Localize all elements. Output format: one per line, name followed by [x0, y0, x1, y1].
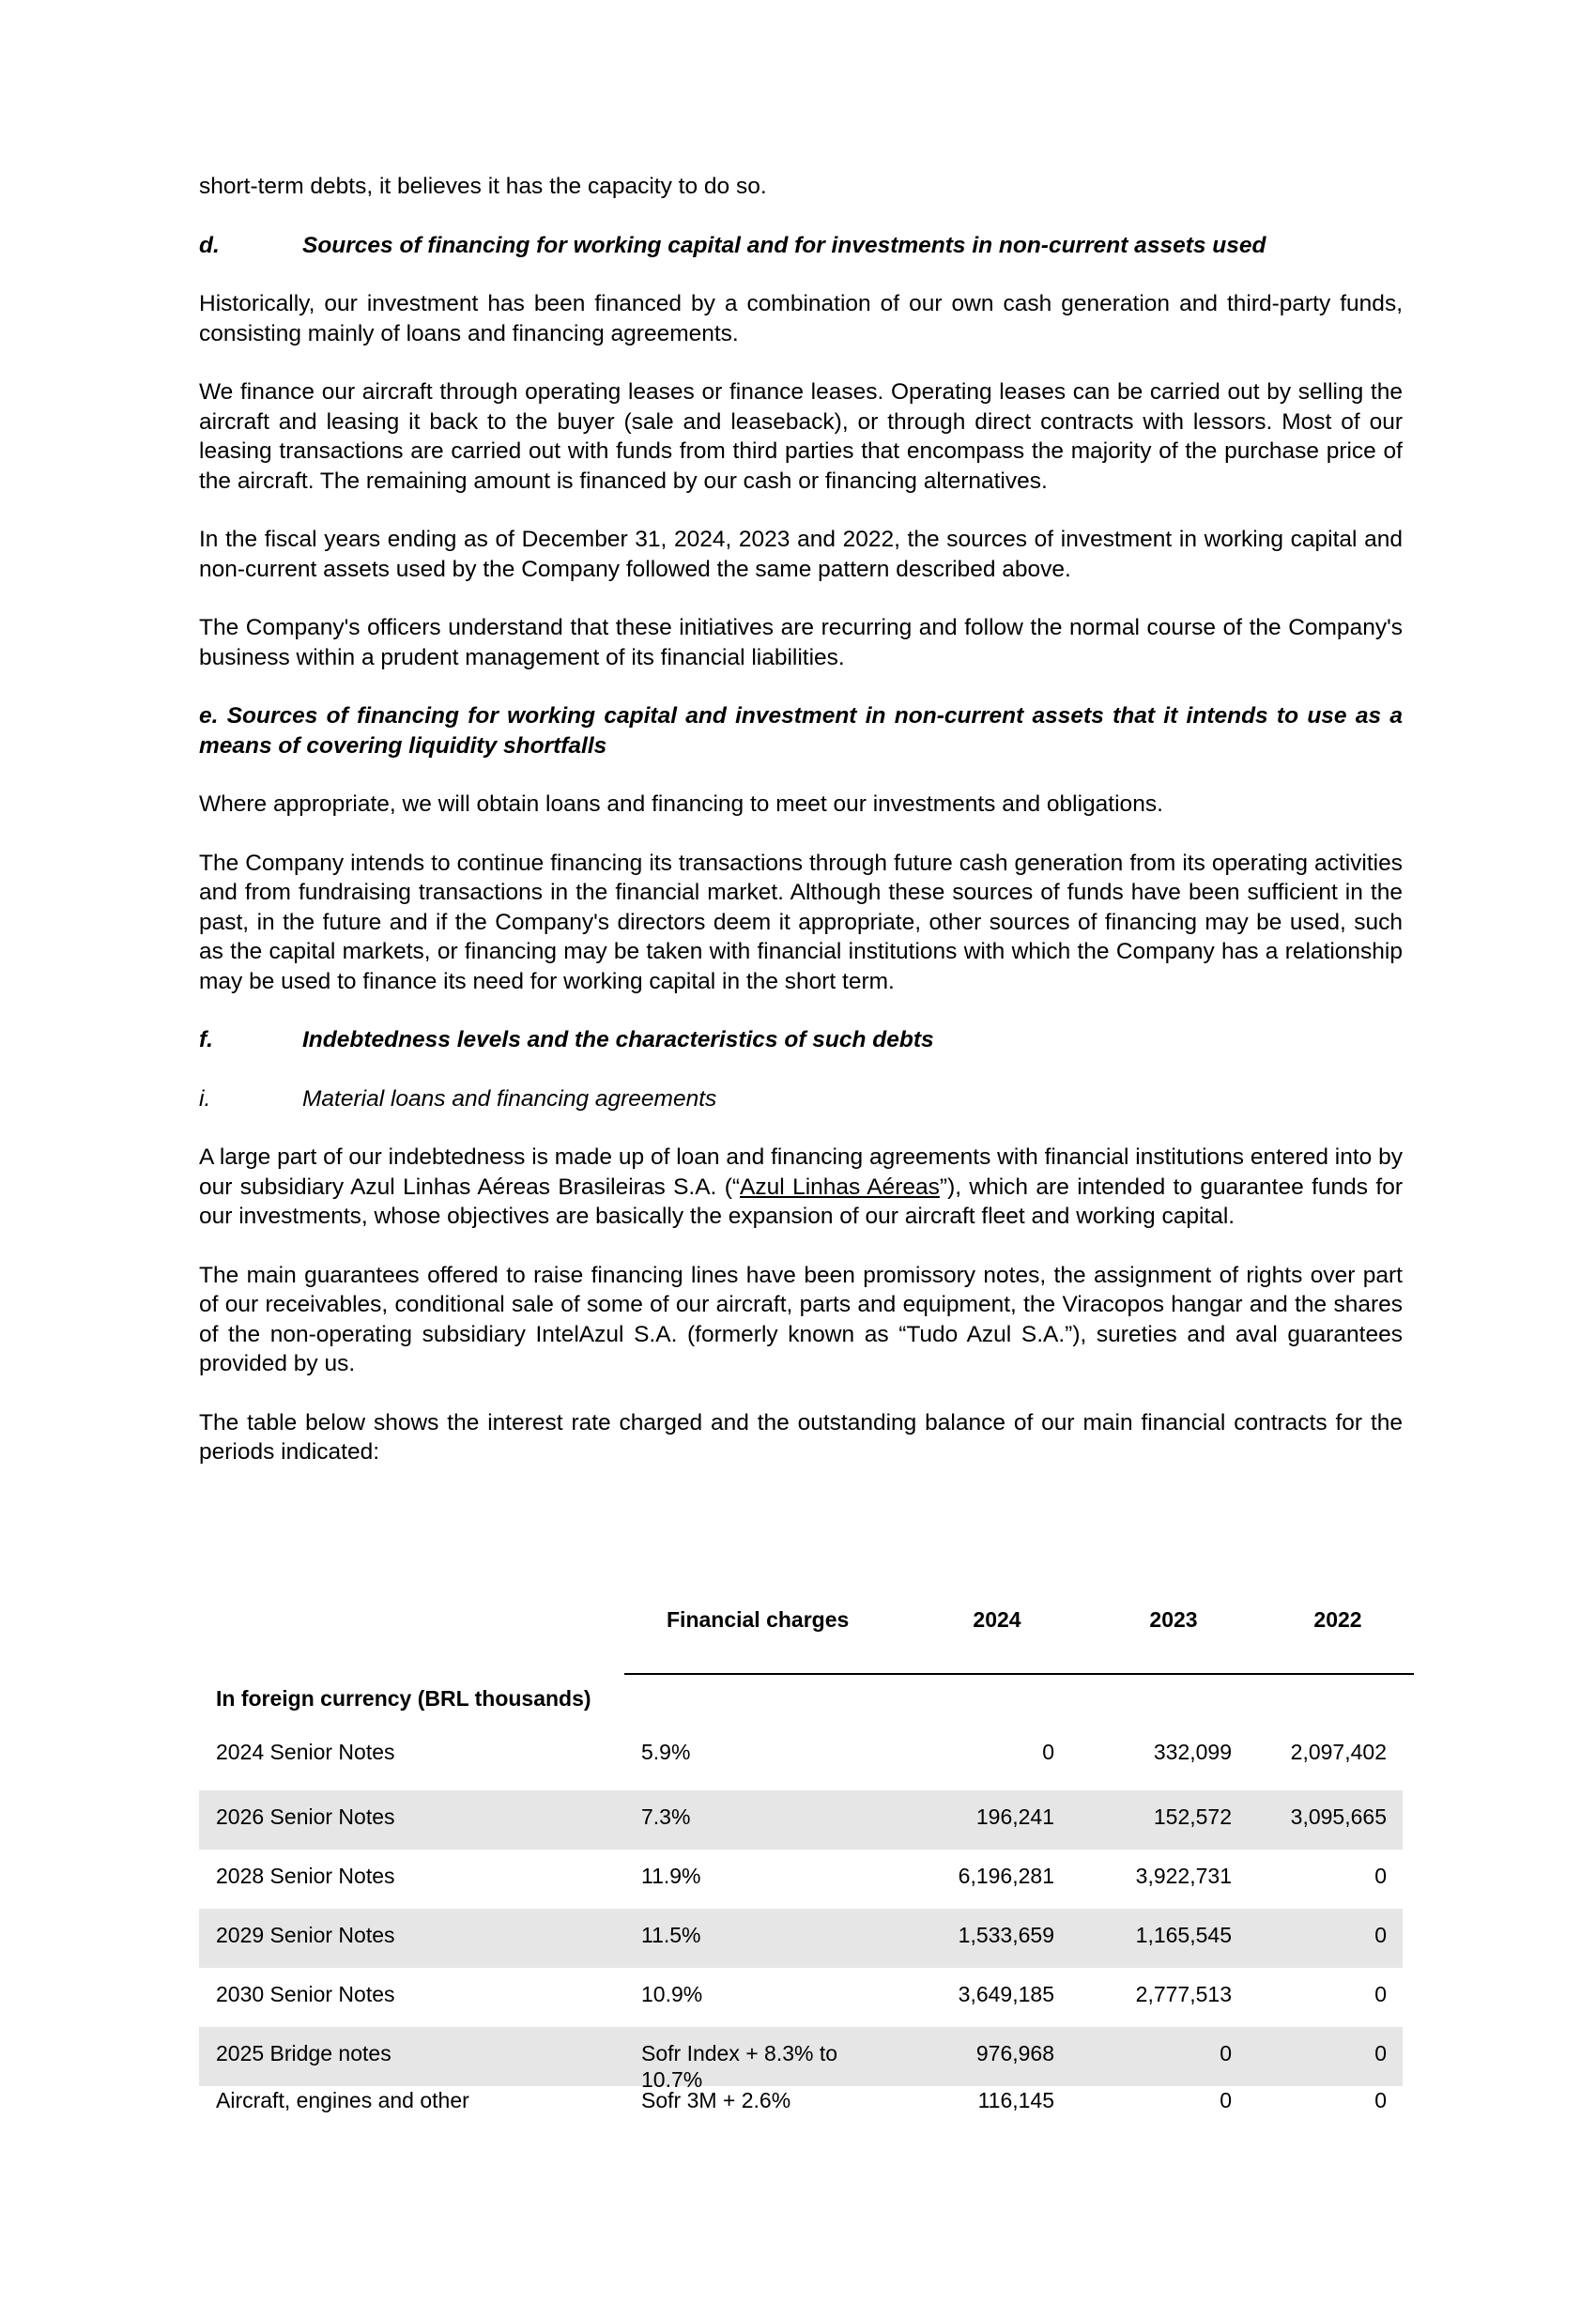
cell-2024: 1,533,659 — [958, 1923, 1054, 1947]
paragraph-e1: Where appropriate, we will obtain loans and financing to meet our investments and obligations. — [199, 791, 1163, 817]
cell-2023: 332,099 — [1153, 1740, 1232, 1764]
table-row — [199, 1850, 1403, 1909]
cell-contract-name: 2024 Senior Notes — [216, 1740, 395, 1764]
section-d-heading — [199, 231, 1403, 261]
azul-linhas-aereas-link[interactable]: Azul Linhas Aéreas — [740, 1174, 940, 1200]
cell-financial-charges: 5.9% — [641, 1740, 691, 1764]
table-body — [199, 1731, 1403, 2133]
section-f-title: Indebtedness levels and the characteristics of such debts — [302, 1027, 934, 1052]
cell-2022: 0 — [1374, 2041, 1387, 2065]
paragraph-e2: The Company intends to continue financing its transactions through future cash generation from its operating activities and from fundraising transactions in the financial market. Although these sources of funds have been sufficient in the past, in the future and if the Company's directors deem it appropriate, other sources of financing may be used, such as the capital markets, or financing may be taken with financial institutions with which the Company has a relationship may be used to finance its need for working capital in the short term. — [199, 850, 1403, 994]
table-row — [199, 1790, 1403, 1850]
subsection-i-title: Material loans and financing agreements — [302, 1085, 717, 1112]
cell-financial-charges: 7.3% — [641, 1804, 691, 1829]
cell-2024: 0 — [1042, 1740, 1054, 1764]
section-d-title: Sources of financing for working capital and for investments in non-current assets used — [302, 232, 1266, 258]
header-2024: 2024 — [973, 1607, 1021, 1632]
cell-2023: 3,922,731 — [1135, 1864, 1232, 1888]
cell-financial-charges: 10.9% — [641, 1982, 703, 2006]
paragraph-f1 — [199, 1143, 1403, 1232]
cell-2022: 0 — [1374, 1982, 1387, 2006]
paragraph-d3: In the fiscal years ending as of December 31, 2024, 2023 and 2022, the sources of investment in working capital and non-current assets used by the Company followed the same pattern described above. — [199, 527, 1403, 582]
cell-2023: 1,165,545 — [1135, 1923, 1232, 1947]
header-rule — [624, 1673, 1414, 1675]
section-e-heading: e. Sources of financing for working capital and investment in non-current assets that it intends to use as a means of covering liquidity shortfalls — [199, 703, 1403, 759]
cell-contract-name: 2026 Senior Notes — [216, 1804, 395, 1829]
cell-2022: 0 — [1374, 2088, 1387, 2112]
table-header-row — [199, 1596, 1415, 1652]
cell-financial-charges: 11.5% — [641, 1923, 701, 1947]
paragraph-d2: We finance our aircraft through operating leases or finance leases. Operating leases can be carried out by selling the aircraft and leasing it back to the buyer (sale and leaseback), or through direct contracts with lessors. Most of our leasing transactions are carried out with funds from third parties that encompass the majority of the purchase price of the aircraft. The remaining amount is financed by our cash or financing alternatives. — [199, 379, 1403, 494]
cell-contract-name: 2025 Bridge notes — [216, 2041, 391, 2065]
table-row — [199, 1968, 1403, 2027]
cell-2022: 3,095,665 — [1290, 1804, 1387, 1829]
subsection-i-marker: i. — [199, 1085, 211, 1112]
financial-contracts-table — [199, 1596, 1415, 2112]
table-row — [199, 1909, 1403, 1968]
paragraph-intro-tail: short-term debts, it believes it has the capacity to do so. — [199, 174, 767, 199]
document-body — [199, 172, 1403, 1497]
header-financial-charges: Financial charges — [667, 1607, 850, 1632]
paragraph-f3: The table below shows the interest rate charged and the outstanding balance of our main financial contracts for the periods indicated: — [199, 1409, 1403, 1465]
cell-2022: 2,097,402 — [1290, 1740, 1387, 1764]
paragraph-d1: Historically, our investment has been financed by a combination of our own cash generation and third-party funds, consisting mainly of loans and financing agreements. — [199, 291, 1403, 346]
header-2022: 2022 — [1313, 1607, 1362, 1632]
cell-2022: 0 — [1374, 1864, 1387, 1888]
cell-2023: 0 — [1220, 2088, 1232, 2112]
cell-2024: 116,145 — [977, 2088, 1054, 2112]
section-d-marker: d. — [199, 232, 220, 258]
cell-2024: 976,968 — [975, 2041, 1054, 2065]
cell-contract-name: 2028 Senior Notes — [216, 1864, 395, 1888]
paragraph-d4: The Company's officers understand that these initiatives are recurring and follow the normal course of the Company's business within a prudent management of its financial liabilities. — [199, 615, 1403, 670]
header-2023: 2023 — [1149, 1607, 1198, 1632]
subsection-i-heading — [199, 1084, 1403, 1114]
cell-2023: 2,777,513 — [1135, 1982, 1232, 2006]
paragraph-f2: The main guarantees offered to raise financing lines have been promissory notes, the assignment of rights over part of our receivables, conditional sale of some of our aircraft, parts and equipment, the Viracopos hangar and the shares of the non-operating subsidiary IntelAzul S.A. (formerly known as “Tudo Azul S.A.”), sureties and aval guarantees provided by us. — [199, 1262, 1403, 1376]
cell-contract-name: 2029 Senior Notes — [216, 1923, 395, 1947]
cell-contract-name: 2030 Senior Notes — [216, 1982, 395, 2006]
cell-financial-charges: Sofr Index + 8.3% to 10.7% — [641, 2041, 838, 2092]
cell-2023: 152,572 — [1153, 1804, 1232, 1829]
cell-2024: 6,196,281 — [958, 1864, 1054, 1888]
table-row — [199, 2027, 1403, 2092]
section-f-marker: f. — [199, 1027, 213, 1052]
section-f-heading — [199, 1025, 1403, 1055]
table-row — [199, 1731, 1403, 1790]
cell-2022: 0 — [1374, 1923, 1387, 1947]
cell-2024: 196,241 — [975, 1804, 1054, 1829]
cell-2024: 3,649,185 — [958, 1982, 1054, 2006]
cell-financial-charges: Sofr 3M + 2.6% — [641, 2088, 791, 2112]
paragraph-f1-before: A large part of our indebtedness is made up of loan and financing agreements with financial institutions entered into by our subsidiary Azul Linhas Aéreas Brasileiras S.A. (“ — [199, 1144, 1403, 1200]
table-row — [199, 2086, 1403, 2133]
cell-2023: 0 — [1220, 2041, 1232, 2065]
cell-contract-name: Aircraft, engines and other — [216, 2088, 469, 2112]
cell-financial-charges: 11.9% — [641, 1864, 701, 1888]
paragraph-f1-after: ”), which are intended to guarantee funds for our investments, whose objectives are basically the expansion of our aircraft fleet and working capital. — [199, 1174, 1403, 1229]
table-section-label: In foreign currency (BRL thousands) — [216, 1686, 591, 1711]
